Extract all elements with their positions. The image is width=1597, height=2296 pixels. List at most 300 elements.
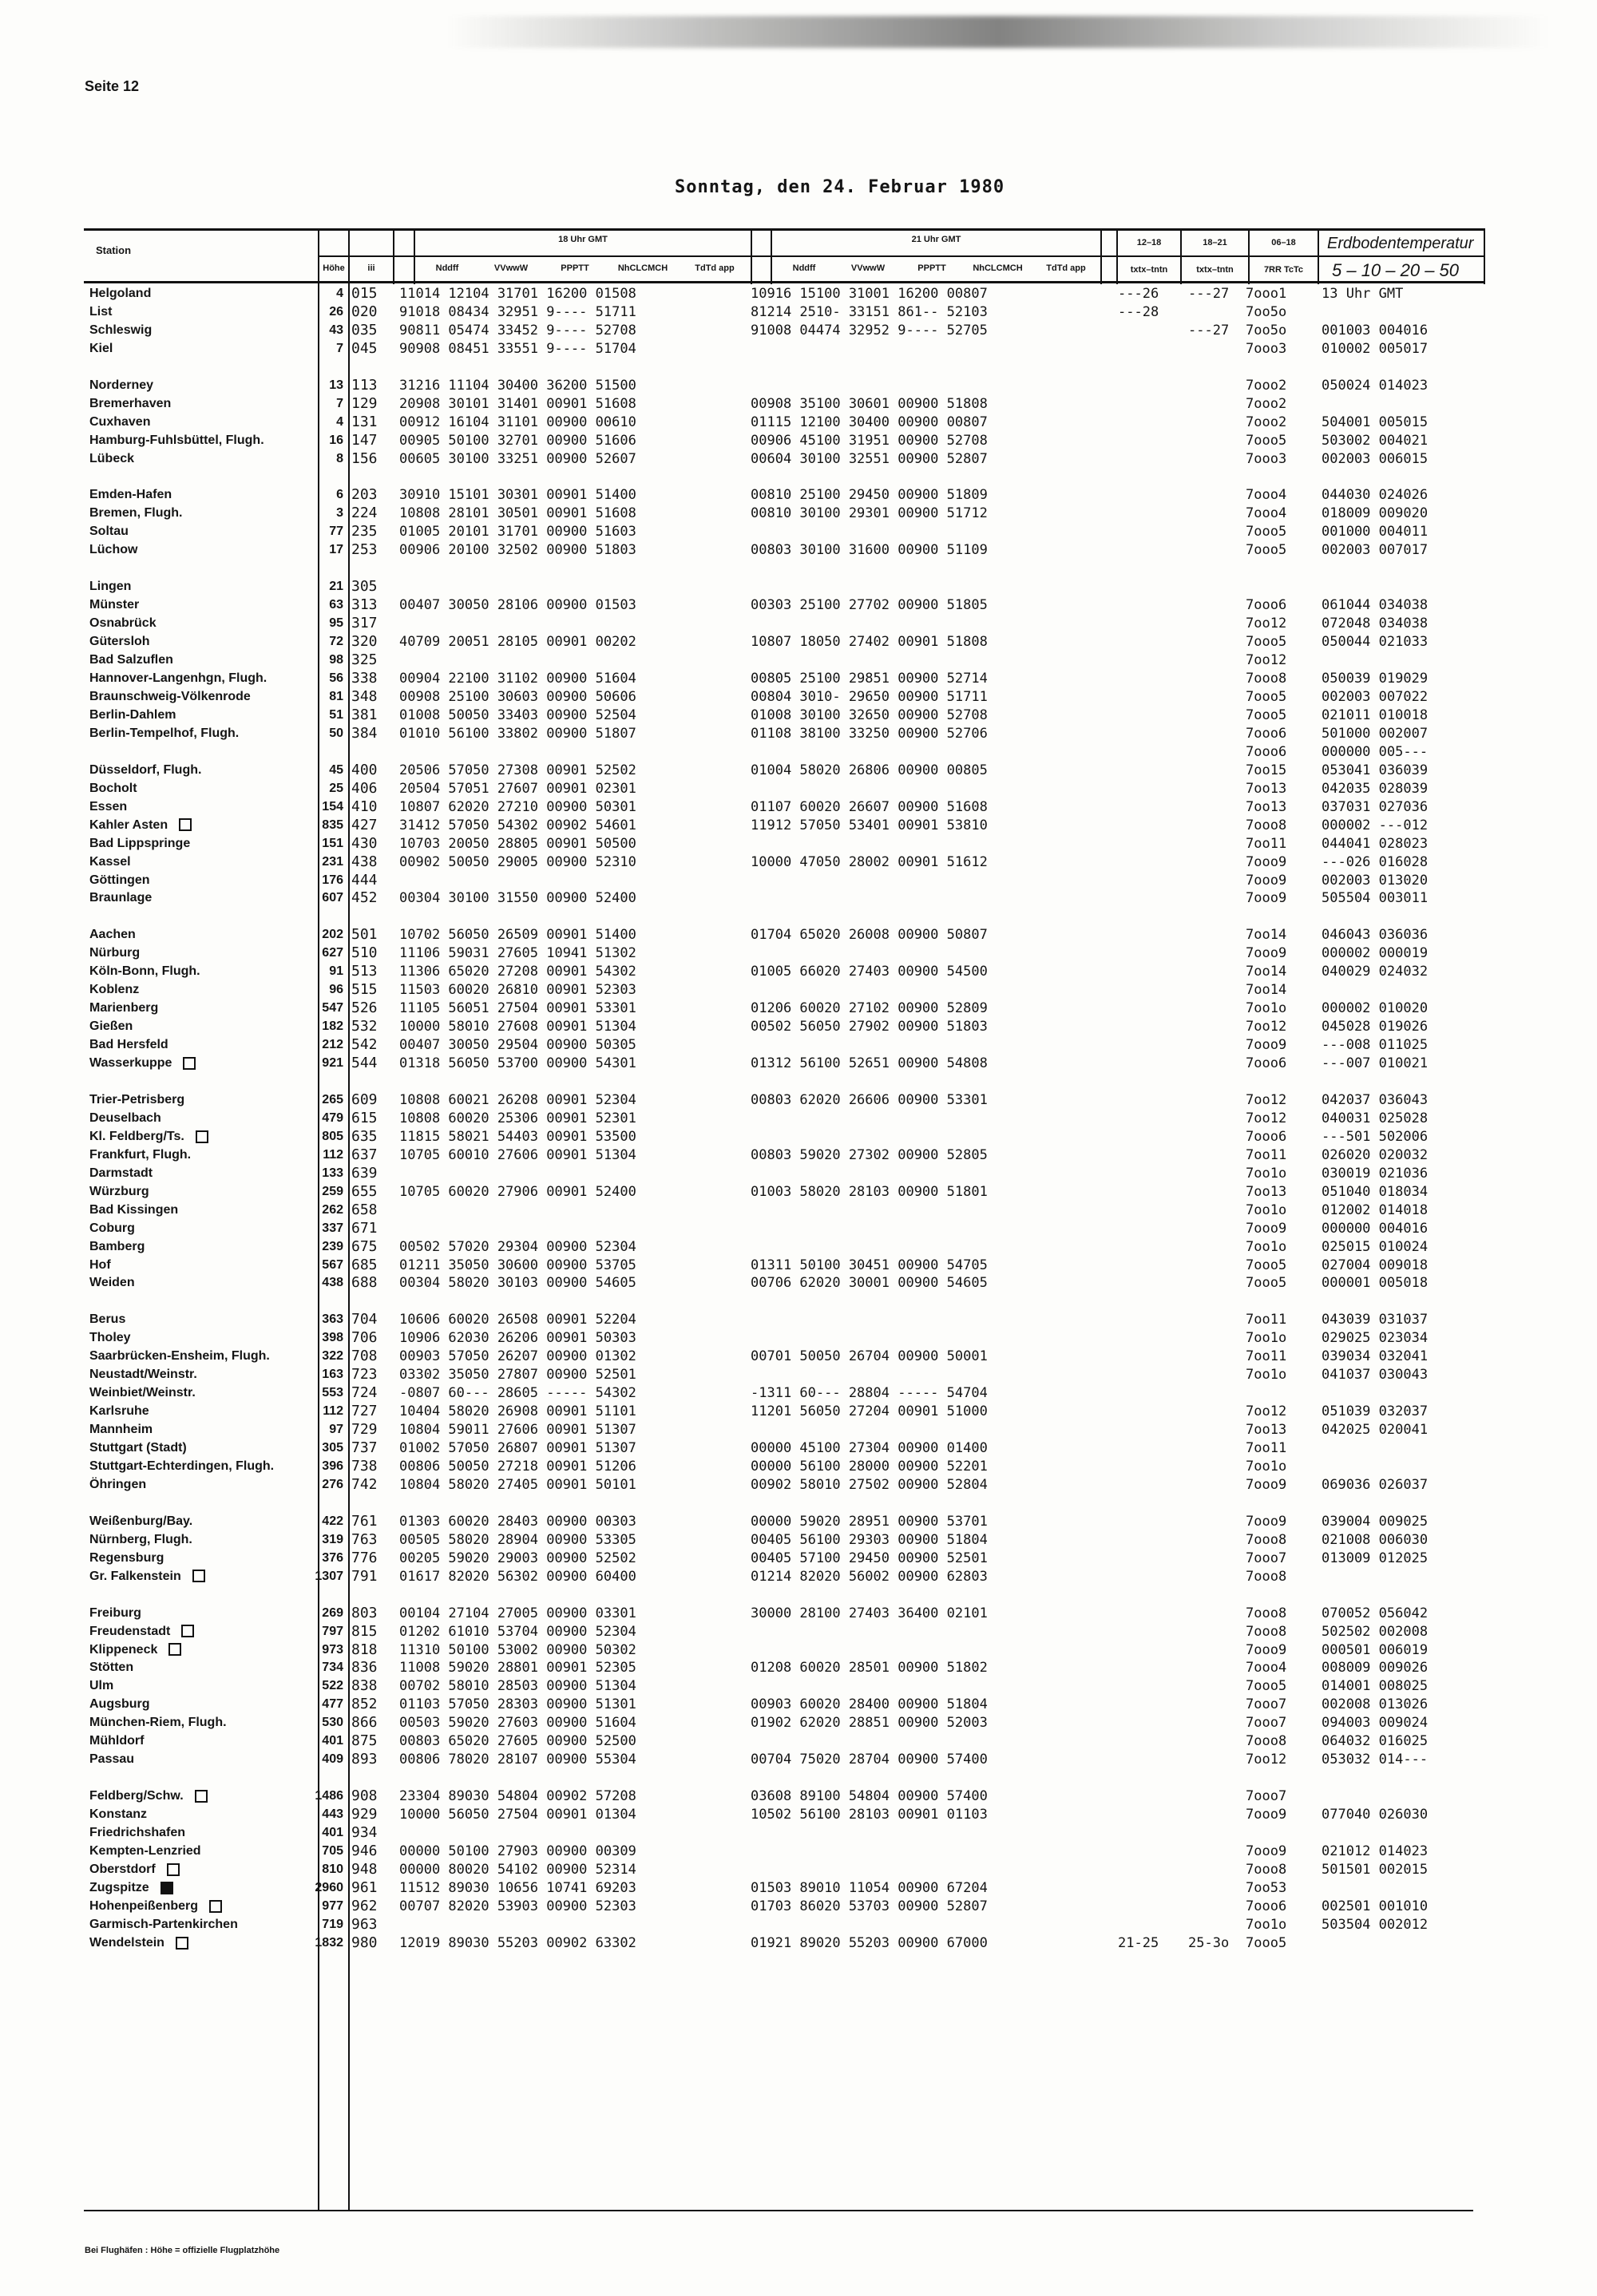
- c0618-value: [1246, 486, 1318, 505]
- open-square-icon: [167, 1863, 180, 1876]
- c0618-value: [1246, 469, 1318, 487]
- obs21-value: [751, 1824, 1086, 1843]
- obs18-value: [399, 1146, 735, 1165]
- station-iii: [351, 1861, 390, 1879]
- station-name: [89, 1403, 305, 1421]
- open-square-icon: [196, 1130, 208, 1143]
- c1821-value: [1188, 1806, 1252, 1824]
- obs21-value-text: 01003 58020 28103 00900 51801: [751, 1183, 988, 1200]
- obs18-value: [399, 560, 735, 578]
- c1218-value: [1118, 1292, 1182, 1311]
- c0618-value: [1246, 1091, 1318, 1110]
- station-iii-text: 381: [351, 706, 378, 723]
- obs21-value-text: 01206 60020 27102 00900 52809: [751, 1000, 988, 1017]
- obs21-value: [751, 780, 1086, 798]
- obs18-value-text: 10705 60020 27906 00901 52400: [399, 1183, 636, 1200]
- station-iii: [351, 1091, 390, 1110]
- c1218-value: [1118, 1366, 1182, 1384]
- station-iii: [351, 1000, 390, 1018]
- erdboden-value: [1322, 469, 1489, 487]
- c1218-value: [1118, 670, 1182, 688]
- obs18-column: [399, 285, 735, 1953]
- station-name-text: Karlsruhe: [89, 1404, 149, 1419]
- station-name-text: Ulm: [89, 1679, 114, 1693]
- station-height: [307, 835, 343, 853]
- station-height-text: 112: [323, 1404, 343, 1419]
- erdboden-value: [1322, 1110, 1489, 1128]
- station-iii: [351, 1183, 390, 1201]
- station-iii: [351, 1421, 390, 1439]
- erdboden-value: [1322, 1769, 1489, 1787]
- obs18-value: [399, 1183, 735, 1201]
- erdboden-value: [1322, 780, 1489, 798]
- station-height-text: 265: [322, 1092, 343, 1106]
- station-iii: [351, 523, 390, 541]
- obs18-value-text: 00903 57050 26207 00900 01302: [399, 1348, 636, 1365]
- station-height: [307, 1165, 343, 1183]
- station-name: [89, 743, 305, 762]
- station-iii: [351, 707, 390, 725]
- station-iii: [351, 1128, 390, 1146]
- c0618-value-text: 7ooo6: [1246, 1128, 1287, 1145]
- station-height: [307, 615, 343, 633]
- c0618-value: [1246, 1641, 1318, 1660]
- c1821-value: [1188, 1934, 1252, 1953]
- station-height: [307, 1091, 343, 1110]
- c1821-value: [1188, 596, 1252, 615]
- obs18-value: [399, 1274, 735, 1292]
- station-height-text: 259: [322, 1184, 343, 1198]
- station-iii-text: 723: [351, 1366, 378, 1384]
- station-name: [89, 395, 305, 414]
- obs21-value-text: 10916 15100 31001 16200 00807: [751, 286, 988, 302]
- station-iii-text: 015: [351, 285, 378, 302]
- station-name: [89, 1677, 305, 1696]
- obs18-value: [399, 1220, 735, 1238]
- station-name-text: Saarbrücken-Ensheim, Flugh.: [89, 1349, 270, 1364]
- obs18-value: [399, 633, 735, 651]
- c1218-column: [1118, 285, 1182, 1953]
- erdboden-value: [1322, 1879, 1489, 1898]
- station-height: [307, 1623, 343, 1641]
- station-iii: [351, 1439, 390, 1458]
- c1218-value: [1118, 523, 1182, 541]
- obs21-value: [751, 432, 1086, 450]
- c0618-value: [1246, 1329, 1318, 1348]
- obs21-title: 21 Uhr GMT: [911, 235, 961, 244]
- c0618-value: [1246, 414, 1318, 432]
- obs21-value: [751, 1220, 1086, 1238]
- station-iii-text: 045: [351, 339, 378, 357]
- obs18-value-text: 10702 56050 26509 00901 51400: [399, 927, 636, 944]
- station-height-text: 627: [322, 946, 343, 960]
- station-height-text: 337: [322, 1221, 343, 1235]
- c1821-value: [1188, 285, 1252, 303]
- obs21-value: [751, 908, 1086, 926]
- filled-square-icon: [160, 1882, 173, 1894]
- c1218-value: [1118, 1806, 1182, 1824]
- c0618-value: [1246, 1732, 1318, 1751]
- vrule-right: [1484, 228, 1485, 284]
- obs18-value: [399, 1018, 735, 1036]
- obs18-value: [399, 1348, 735, 1366]
- erdboden-value: [1322, 1000, 1489, 1018]
- station-name: [89, 1916, 305, 1934]
- station-height: [307, 322, 343, 340]
- c1821-value: [1188, 1824, 1252, 1843]
- erdboden-value: [1322, 1898, 1489, 1916]
- erdboden-value: [1322, 1550, 1489, 1568]
- obs21-value-text: 10807 18050 27402 00901 51808: [751, 634, 988, 651]
- c0618-value: [1246, 1494, 1318, 1513]
- c1821-value-text: ---27: [1188, 286, 1230, 302]
- c0618-value: [1246, 1714, 1318, 1732]
- c1821-value: [1188, 1311, 1252, 1329]
- c1218-value: [1118, 1128, 1182, 1146]
- vrule-obs18-right: [751, 228, 752, 284]
- c1821-value: [1188, 1787, 1252, 1806]
- erdboden-value-text: 044030 024026: [1322, 487, 1429, 504]
- c0618-value: [1246, 1916, 1318, 1934]
- c0618-value: [1246, 1055, 1318, 1073]
- footer-rule: [84, 2210, 1473, 2211]
- station-height-text: 50: [329, 726, 343, 740]
- c1218-value: [1118, 1531, 1182, 1550]
- c0618-value-text: 7oo14: [1246, 982, 1287, 999]
- station-iii-text: 727: [351, 1403, 378, 1420]
- c1821-value: [1188, 1714, 1252, 1732]
- obs18-value-text: 10804 58020 27405 00901 50101: [399, 1476, 636, 1493]
- station-iii: [351, 1531, 390, 1550]
- erdboden-value-text: 050044 021033: [1322, 634, 1429, 651]
- station-name: [89, 1824, 305, 1843]
- station-height-text: 422: [322, 1514, 343, 1528]
- obs21-value: [751, 1183, 1086, 1201]
- station-iii-text: 406: [351, 779, 378, 797]
- c0618-value: [1246, 1843, 1318, 1861]
- c1218-value: [1118, 762, 1182, 780]
- c0618-value-text: 7ooo5: [1246, 1257, 1287, 1273]
- obs18-value: [399, 578, 735, 596]
- station-name-text: Essen: [89, 799, 128, 813]
- erdboden-value: [1322, 1751, 1489, 1769]
- station-height-text: 8: [336, 451, 343, 465]
- obs21-value: [751, 707, 1086, 725]
- obs18-value-text: 11014 12104 31701 16200 01508: [399, 286, 636, 302]
- obs18-col-5: TdTd app: [695, 263, 735, 273]
- c0618-value: [1246, 1128, 1318, 1146]
- c1218-value: [1118, 1403, 1182, 1421]
- station-height: [307, 432, 343, 450]
- obs21-value: [751, 651, 1086, 670]
- station-iii-text: 526: [351, 1000, 378, 1017]
- obs18-value: [399, 1550, 735, 1568]
- obs18-value-text: 00104 27104 27005 00900 03301: [399, 1605, 636, 1621]
- station-iii: [351, 377, 390, 395]
- erdboden-value: [1322, 707, 1489, 725]
- erdboden-value-text: 008009 009026: [1322, 1660, 1429, 1676]
- station-height: [307, 853, 343, 872]
- obs21-value: [751, 358, 1086, 377]
- station-iii: [351, 633, 390, 651]
- c1218-value: [1118, 1677, 1182, 1696]
- c0618-value: [1246, 780, 1318, 798]
- station-name: [89, 615, 305, 633]
- station-name-text: München-Riem, Flugh.: [89, 1716, 227, 1730]
- obs18-value-text: 01010 56100 33802 00900 51807: [399, 725, 636, 742]
- station-name-text: Kl. Feldberg/Ts.: [89, 1129, 184, 1143]
- c0618-value-text: 7oo12: [1246, 1752, 1287, 1768]
- station-name-text: Augsburg: [89, 1697, 150, 1712]
- c0618-value: [1246, 853, 1318, 872]
- c0618-value: [1246, 1824, 1318, 1843]
- station-name: [89, 1274, 305, 1292]
- obs18-value-text: 00205 59020 29003 00900 52502: [399, 1550, 636, 1566]
- c1821-value: [1188, 835, 1252, 853]
- station-height-text: 202: [322, 928, 343, 942]
- station-column: [89, 285, 305, 1953]
- c1821-value: [1188, 1073, 1252, 1091]
- station-height-text: 269: [322, 1605, 343, 1620]
- header-mid-rule: [319, 255, 1485, 257]
- station-height: [307, 523, 343, 541]
- erdboden-value: [1322, 615, 1489, 633]
- obs21-value-text: 00405 57100 29450 00900 52501: [751, 1550, 988, 1566]
- obs18-value: [399, 1366, 735, 1384]
- station-iii-text: 893: [351, 1751, 378, 1768]
- c0618-value-text: 7ooo2: [1246, 414, 1287, 430]
- obs21-value: [751, 743, 1086, 762]
- station-iii: [351, 670, 390, 688]
- station-name: [89, 817, 305, 835]
- station-iii-text: 962: [351, 1897, 378, 1914]
- obs18-value: [399, 1641, 735, 1660]
- obs18-value: [399, 1201, 735, 1220]
- obs21-value-text: 01008 30100 32650 00900 52708: [751, 707, 988, 723]
- station-height-text: 921: [322, 1056, 343, 1071]
- station-name-text: Garmisch-Partenkirchen: [89, 1917, 238, 1931]
- erdboden-value-text: 072048 034038: [1322, 616, 1429, 632]
- obs18-value-text: 31412 57050 54302 00902 54601: [399, 817, 636, 833]
- station-name-text: Mannheim: [89, 1423, 153, 1437]
- erdboden-value: [1322, 395, 1489, 414]
- station-iii: [351, 817, 390, 835]
- station-iii-text: 818: [351, 1641, 378, 1658]
- erdboden-value: [1322, 377, 1489, 395]
- c1821-value: [1188, 1439, 1252, 1458]
- c0618-value-text: 7ooo6: [1246, 1055, 1287, 1072]
- station-iii-text: 235: [351, 523, 378, 540]
- c0618-value-text: 7oo12: [1246, 652, 1287, 669]
- obs21-value-text: 01311 50100 30451 00900 54705: [751, 1257, 988, 1273]
- erdboden-value-text: 029025 023034: [1322, 1330, 1429, 1347]
- station-name-text: Lüchow: [89, 543, 138, 557]
- c0618-value-text: 7oo5o: [1246, 322, 1287, 338]
- station-iii: [351, 322, 390, 340]
- c1821-value: [1188, 1165, 1252, 1183]
- c1821-value: [1188, 780, 1252, 798]
- open-square-icon: [209, 1900, 222, 1913]
- c0618-value: [1246, 817, 1318, 835]
- station-name-text: Hannover-Langenhgn, Flugh.: [89, 671, 267, 686]
- station-iii: [351, 926, 390, 944]
- station-iii-text: 761: [351, 1512, 378, 1530]
- obs18-value: [399, 743, 735, 762]
- c1218-value: [1118, 1146, 1182, 1165]
- c0618-value: [1246, 1257, 1318, 1275]
- c1218-value: [1118, 1036, 1182, 1055]
- obs18-value-text: 00904 22100 31102 00900 51604: [399, 671, 636, 687]
- obs18-value: [399, 1513, 735, 1531]
- obs21-value: [751, 340, 1086, 358]
- station-height-text: 91: [329, 964, 343, 979]
- obs21-value: [751, 1292, 1086, 1311]
- c0618-value: [1246, 944, 1318, 963]
- c0618-value: [1246, 1311, 1318, 1329]
- erdboden-value: [1322, 1091, 1489, 1110]
- station-height: [307, 798, 343, 817]
- station-height: [307, 981, 343, 1000]
- obs21-col-4: NhCLCMCH: [973, 263, 1023, 273]
- station-height: [307, 578, 343, 596]
- station-height-text: 96: [329, 983, 343, 997]
- c1821-value: [1188, 1696, 1252, 1714]
- obs18-value-text: 10804 59011 27606 00901 51307: [399, 1422, 636, 1439]
- station-name: [89, 1311, 305, 1329]
- obs21-value-text: 01004 58020 26806 00900 00805: [751, 762, 988, 778]
- erdboden-value-text: 042025 020041: [1322, 1422, 1429, 1439]
- erdboden-value-text: 000000 004016: [1322, 1220, 1429, 1237]
- c1821-value: [1188, 633, 1252, 651]
- erdboden-value: [1322, 1128, 1489, 1146]
- erdboden-value: [1322, 1677, 1489, 1696]
- c1821-value: [1188, 1879, 1252, 1898]
- erdboden-value-text: 050024 014023: [1322, 377, 1429, 394]
- obs18-value-text: 11306 65020 27208 00901 54302: [399, 964, 636, 980]
- station-height: [307, 633, 343, 651]
- station-height-text: 401: [322, 1826, 343, 1840]
- station-name: [89, 944, 305, 963]
- station-height-text: 376: [322, 1550, 343, 1565]
- station-name-text: Kempten-Lenzried: [89, 1844, 201, 1859]
- obs21-col-2: VVwwW: [850, 263, 886, 273]
- erdboden-value: [1322, 523, 1489, 541]
- c1821-value: [1188, 1055, 1252, 1073]
- c1218-value: [1118, 615, 1182, 633]
- station-name-text: Bamberg: [89, 1239, 145, 1253]
- c0618-value: [1246, 872, 1318, 890]
- obs18-value-text: 30910 15101 30301 00901 51400: [399, 487, 636, 504]
- station-name-text: Mühldorf: [89, 1734, 145, 1748]
- obs21-value: [751, 1732, 1086, 1751]
- obs18-value: [399, 798, 735, 817]
- c1218-value: [1118, 1751, 1182, 1769]
- station-name: [89, 981, 305, 1000]
- station-iii-text: 147: [351, 431, 378, 449]
- erdboden-value: [1322, 1036, 1489, 1055]
- station-name: [89, 725, 305, 743]
- station-name-text: Konstanz: [89, 1807, 147, 1822]
- obs21-value-text: 00502 56050 27902 00900 51803: [751, 1019, 988, 1035]
- c1218-value: [1118, 303, 1182, 322]
- c0618-value: [1246, 285, 1318, 303]
- erdboden-value-text: 501501 002015: [1322, 1861, 1429, 1878]
- c1218-value: [1118, 358, 1182, 377]
- obs18-value-text: 00905 50100 32701 00900 51606: [399, 432, 636, 449]
- station-name: [89, 1036, 305, 1055]
- station-name: [89, 578, 305, 596]
- erdboden-value-text: 13 Uhr GMT: [1322, 286, 1404, 302]
- obs21-value: [751, 1439, 1086, 1458]
- c0618-value-text: 7ooo9: [1246, 1476, 1287, 1493]
- erdboden-value: [1322, 1806, 1489, 1824]
- erdboden-value: [1322, 835, 1489, 853]
- station-height: [307, 1183, 343, 1201]
- station-name: [89, 322, 305, 340]
- station-height-text: 396: [322, 1459, 343, 1473]
- station-height: [307, 1403, 343, 1421]
- station-height-text: 239: [322, 1239, 343, 1253]
- station-height: [307, 1806, 343, 1824]
- obs18-value-text: 00806 78020 28107 00900 55304: [399, 1752, 636, 1768]
- c1821-value: [1188, 743, 1252, 762]
- erdboden-value: [1322, 1916, 1489, 1934]
- open-square-icon: [181, 1625, 194, 1637]
- station-name-text: Helgoland: [89, 287, 152, 300]
- station-iii-text: 637: [351, 1146, 378, 1163]
- station-name: [89, 835, 305, 853]
- c0618-value-text: 7ooo8: [1246, 1568, 1287, 1585]
- station-iii-text: 438: [351, 853, 378, 870]
- c1218-value: [1118, 926, 1182, 944]
- station-height-text: 176: [322, 873, 343, 887]
- c1218-value: [1118, 1861, 1182, 1879]
- station-height-text: 4: [336, 414, 343, 429]
- obs21-value: [751, 1843, 1086, 1861]
- obs18-value-text: 31216 11104 30400 36200 51500: [399, 377, 636, 394]
- c1218-value: [1118, 1311, 1182, 1329]
- station-height: [307, 1861, 343, 1879]
- station-name-text: Bad Hersfeld: [89, 1038, 168, 1052]
- station-iii-text: 724: [351, 1384, 378, 1402]
- obs21-value: [751, 1513, 1086, 1531]
- scan-noise: [447, 16, 1549, 48]
- station-name-text: Wendelstein: [89, 1935, 164, 1950]
- c1218-value: [1118, 1879, 1182, 1898]
- obs18-value-text: 10808 60020 25306 00901 52301: [399, 1110, 636, 1126]
- station-name: [89, 560, 305, 578]
- obs18-value: [399, 432, 735, 450]
- obs21-value-text: 00405 56100 29303 00900 51804: [751, 1531, 988, 1548]
- obs18-value: [399, 395, 735, 414]
- c1218-value: [1118, 432, 1182, 450]
- station-height-text: 77: [329, 525, 343, 539]
- obs21-value: [751, 762, 1086, 780]
- erdboden-value-text: 503504 002012: [1322, 1916, 1429, 1933]
- station-height: [307, 1916, 343, 1934]
- c0618-value-text: 7oo1o: [1246, 1238, 1287, 1255]
- erdboden-value-text: 070052 056042: [1322, 1605, 1429, 1621]
- station-iii-text: 685: [351, 1256, 378, 1273]
- obs21-value-text: 00000 45100 27304 00900 01400: [751, 1440, 988, 1457]
- c1218-value: [1118, 1073, 1182, 1091]
- station-iii: [351, 1843, 390, 1861]
- station-iii: [351, 505, 390, 523]
- obs18-value: [399, 1623, 735, 1641]
- station-height-text: 151: [322, 836, 343, 850]
- obs18-value: [399, 1843, 735, 1861]
- station-iii: [351, 981, 390, 1000]
